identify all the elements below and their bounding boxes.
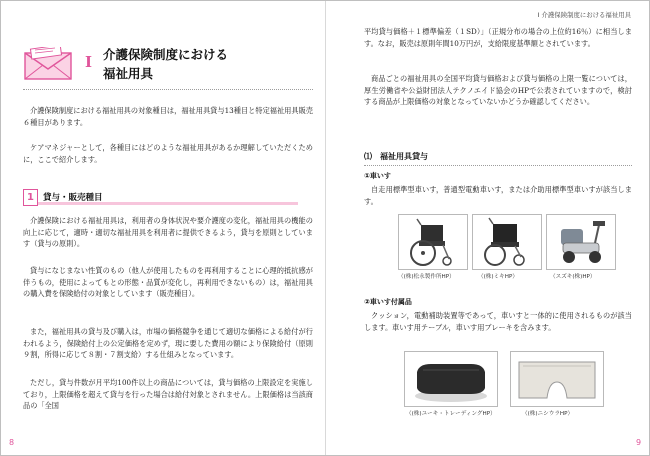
running-head: Ⅰ 介護保険制度における福祉用具: [537, 11, 631, 19]
chapter-title-line2: 福祉用具: [103, 66, 154, 81]
caption-wheelchair-1: （(株)松永製作所HP）: [398, 274, 455, 280]
chapter-divider: [23, 89, 313, 90]
subsection-title: ⑴ 福祉用具貸与: [364, 152, 428, 161]
chapter-title: [103, 45, 228, 83]
envelope-icon: [23, 47, 75, 81]
wheelchair-photo: [399, 215, 467, 269]
chapter-number: I: [85, 53, 93, 71]
wheelchair-photo-2: [472, 214, 542, 270]
section-number-badge: 1: [23, 189, 38, 206]
item-text-wheelchair: 自走用標準型車いす，普通型電動車いす，または介助用標準型車いすが該当します。: [364, 185, 632, 206]
caption-cushion: （(株)ユーキ・トレーディングHP）: [406, 411, 496, 417]
item-heading-accessories: ②車いす付属品: [364, 298, 412, 306]
scooter-photo: [546, 214, 616, 270]
page-number-left: 8: [9, 438, 15, 447]
item-text-accessories: クッション，電動補助装置等であって，車いすと一体的に使用されるものが該当します。車いす用テーブル，車いす用ブレーキを含みます。: [364, 311, 632, 332]
right-page: [326, 1, 649, 455]
page-number-right: 9: [636, 438, 642, 447]
right-paragraph-2: 商品ごとの福祉用具の全国平均貸与価格および貸与価格の上限一覧については，厚生労働省や公益財団法人テクノエイド協会のHPで公表されていますので，検討する商品が上限価格の対象となっていないかどうか確認してください。: [364, 74, 632, 107]
caption-wheelchair-2: （(株)ミキHP）: [478, 274, 518, 280]
wheelchair-photo-1: [398, 214, 468, 270]
wheelchair-photo: [473, 215, 541, 269]
section-paragraph-4: ただし，貸与件数が月平均100件以上の商品については，貸与価格の上限設定を実施しており，上限価格を超えて貸与を行った場合は給付対象とされません。上限価格は当該商品の「全国: [23, 378, 313, 411]
cushion-photo: [404, 351, 498, 407]
left-page: [1, 1, 325, 455]
subsection-divider: [364, 165, 632, 166]
continued-paragraph: 平均貸与価格＋１標準偏差（１SD）」（正規分布の場合の上位約16％）に相当します。なお，販売は原則年間10万円が，支給限度基準額とされています。: [364, 27, 632, 48]
intro-paragraph-1: 介護保険制度における福祉用具の対象種目は，福祉用具貸与13種目と特定福祉用具販売６種目があります。: [23, 106, 313, 127]
caption-tray: （(株)ニシウラHP）: [522, 411, 574, 417]
tray-photo: [511, 352, 603, 406]
caption-scooter: （スズキ(株)HP）: [550, 274, 596, 280]
chapter-heading: [23, 41, 313, 91]
item-heading-wheelchair: ①車いす: [364, 172, 391, 180]
intro-paragraph-2: ケアマネジャーとして，各種目にはどのような福祉用具があるか理解していただくために，ここで紹介します。: [23, 143, 313, 164]
scooter-photo: [547, 215, 615, 269]
section-paragraph-3: また，福祉用具の貸与及び購入は，市場の価格競争を通じて適切な価格による給付が行われるよう，保険給付上の公定価格を定めず，現に要した費用の額により保険給付（原則９割，所得に応じて８割・７割支給）する仕組みとなっています。: [23, 327, 313, 360]
section-heading: [23, 189, 313, 206]
tray-photo: [510, 351, 604, 407]
chapter-title-line1: 介護保険制度における: [103, 47, 229, 62]
cushion-photo: [405, 352, 497, 406]
section-title: 貸与・販売種目: [43, 193, 103, 203]
section-paragraph-1: 介護保険における福祉用具は，利用者の身体状況や要介護度の変化，福祉用具の機能の向上に応じて，適時・適切な福祉用具を利用者に提供できるよう，貸与を原則としています（貸与の原則）。: [23, 216, 313, 249]
section-paragraph-2: 貸与になじまない性質のもの（他人が使用したものを再利用することに心理的抵抗感が伴うもの，使用によってもとの形態・品質が変化し，再利用できないもの）は，福祉用具の購入費を保険給付の対象としています（販売種目）。: [23, 266, 313, 299]
